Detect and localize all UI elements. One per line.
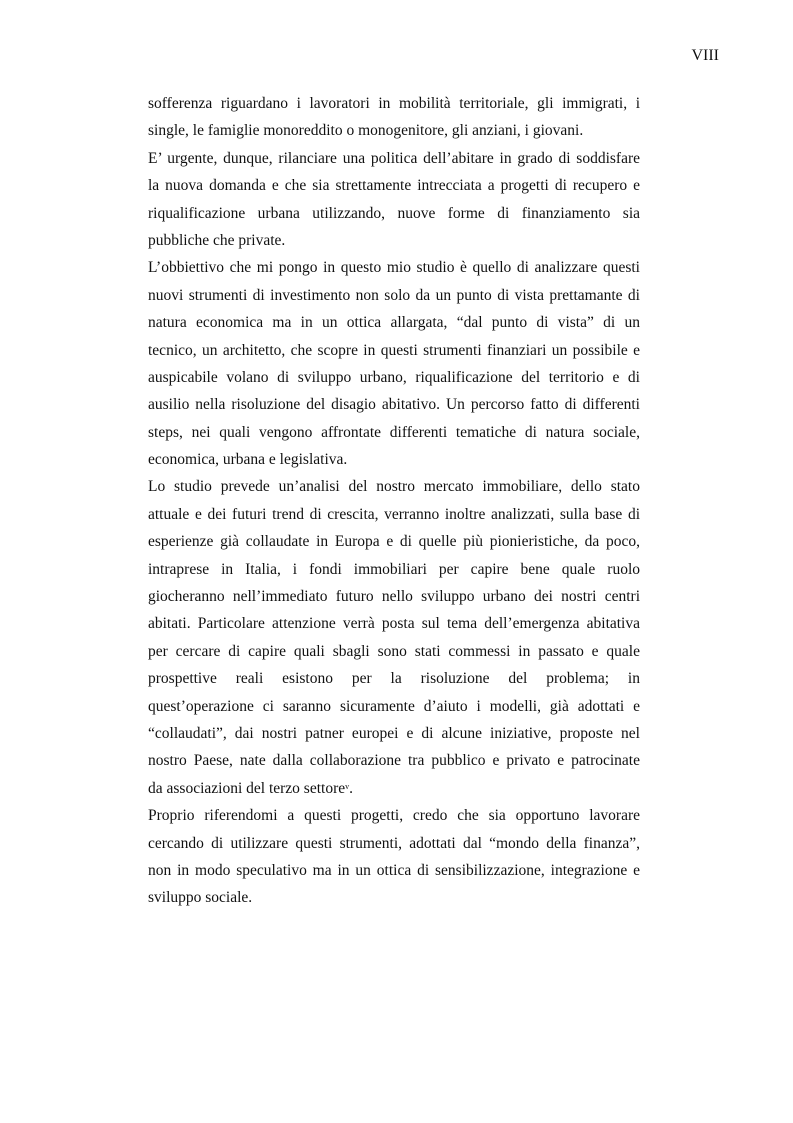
text-line: intraprese in Italia, i fondi immobiliari per capire bene quale ruolo bbox=[148, 560, 640, 578]
text-line: nuovi strumenti di investimento non solo da un punto di vista prettamante di bbox=[148, 286, 640, 304]
text-line: pubbliche che private. bbox=[148, 231, 286, 249]
footnote-marker[interactable]: v bbox=[345, 781, 350, 791]
text-line: nostro Paese, nate dalla collaborazione tra pubblico e privato e patrocinate bbox=[148, 752, 640, 770]
text-line: non in modo speculativo ma in un ottica di sensibilizzazione, integrazione e bbox=[148, 861, 640, 879]
text-line: economica, urbana e legislativa. bbox=[148, 451, 348, 469]
text-line: quest’operazione ci saranno sicuramente d’aiuto i modelli, già adottati e bbox=[148, 697, 640, 715]
text-line: esperienze già collaudate in Europa e di quelle più pionieristiche, da poco, bbox=[148, 533, 640, 551]
text-line: cercando di utilizzare questi strumenti, adottati dal “mondo della finanza”, bbox=[148, 834, 640, 852]
text-line: sofferenza riguardano i lavoratori in mobilità territoriale, gli immigrati, i bbox=[148, 95, 640, 112]
text-line: “collaudati”, dai nostri patner europei e di alcune iniziative, proposte nel bbox=[148, 724, 640, 742]
text-line: abitati. Particolare attenzione verrà posta sul tema dell’emergenza abitativa bbox=[148, 615, 640, 633]
text-line: natura economica ma in un ottica allargata, “dal punto di vista” di un bbox=[148, 314, 640, 332]
text-line: prospettive reali esistono per la risoluzione del problema; in bbox=[148, 670, 640, 688]
text-line: E’ urgente, dunque, rilanciare una politica dell’abitare in grado di soddisfare bbox=[148, 149, 640, 167]
body-text bbox=[148, 90, 640, 912]
paragraph-2 bbox=[148, 145, 640, 255]
text-line: single, le famiglie monoreddito o monogenitore, gli anziani, i giovani. bbox=[148, 122, 584, 140]
text-line: tecnico, un architetto, che scopre in questi strumenti finanziari un possibile e bbox=[148, 341, 640, 359]
text-line-with-footnote bbox=[148, 775, 640, 802]
paragraph-4 bbox=[148, 473, 640, 802]
text-line: steps, nei quali vengono affrontate differenti tematiche di natura sociale, bbox=[148, 423, 640, 441]
text-line: attuale e dei futuri trend di crescita, verranno inoltre analizzati, sulla base di bbox=[148, 505, 640, 523]
text-line: L’obbiettivo che mi pongo in questo mio studio è quello di analizzare questi bbox=[148, 259, 640, 277]
text-line: la nuova domanda e che sia strettamente intrecciata a progetti di recupero e bbox=[148, 177, 640, 195]
page-number: VIII bbox=[691, 47, 719, 64]
text-line: da associazioni del terzo settore bbox=[148, 779, 346, 797]
paragraph-3 bbox=[148, 254, 640, 473]
text-line: per cercare di capire quali sbagli sono stati commessi in passato e quale bbox=[148, 642, 640, 660]
text-line: Proprio riferendomi a questi progetti, credo che sia opportuno lavorare bbox=[148, 807, 640, 825]
text-line: Lo studio prevede un’analisi del nostro mercato immobiliare, dello stato bbox=[148, 478, 640, 496]
text-line: ausilio nella risoluzione del disagio abitativo. Un percorso fatto di differenti bbox=[148, 396, 640, 414]
paragraph-5 bbox=[148, 802, 640, 912]
text-line: giocheranno nell’immediato futuro nello sviluppo urbano dei nostri centri bbox=[148, 588, 640, 606]
sentence-end: . bbox=[349, 779, 353, 797]
text-line: riqualificazione urbana utilizzando, nuove forme di finanziamento sia bbox=[148, 204, 640, 222]
text-line: sviluppo sociale. bbox=[148, 889, 253, 907]
text-line: auspicabile volano di sviluppo urbano, riqualificazione del territorio e di bbox=[148, 368, 640, 386]
paragraph-1 bbox=[148, 90, 640, 145]
